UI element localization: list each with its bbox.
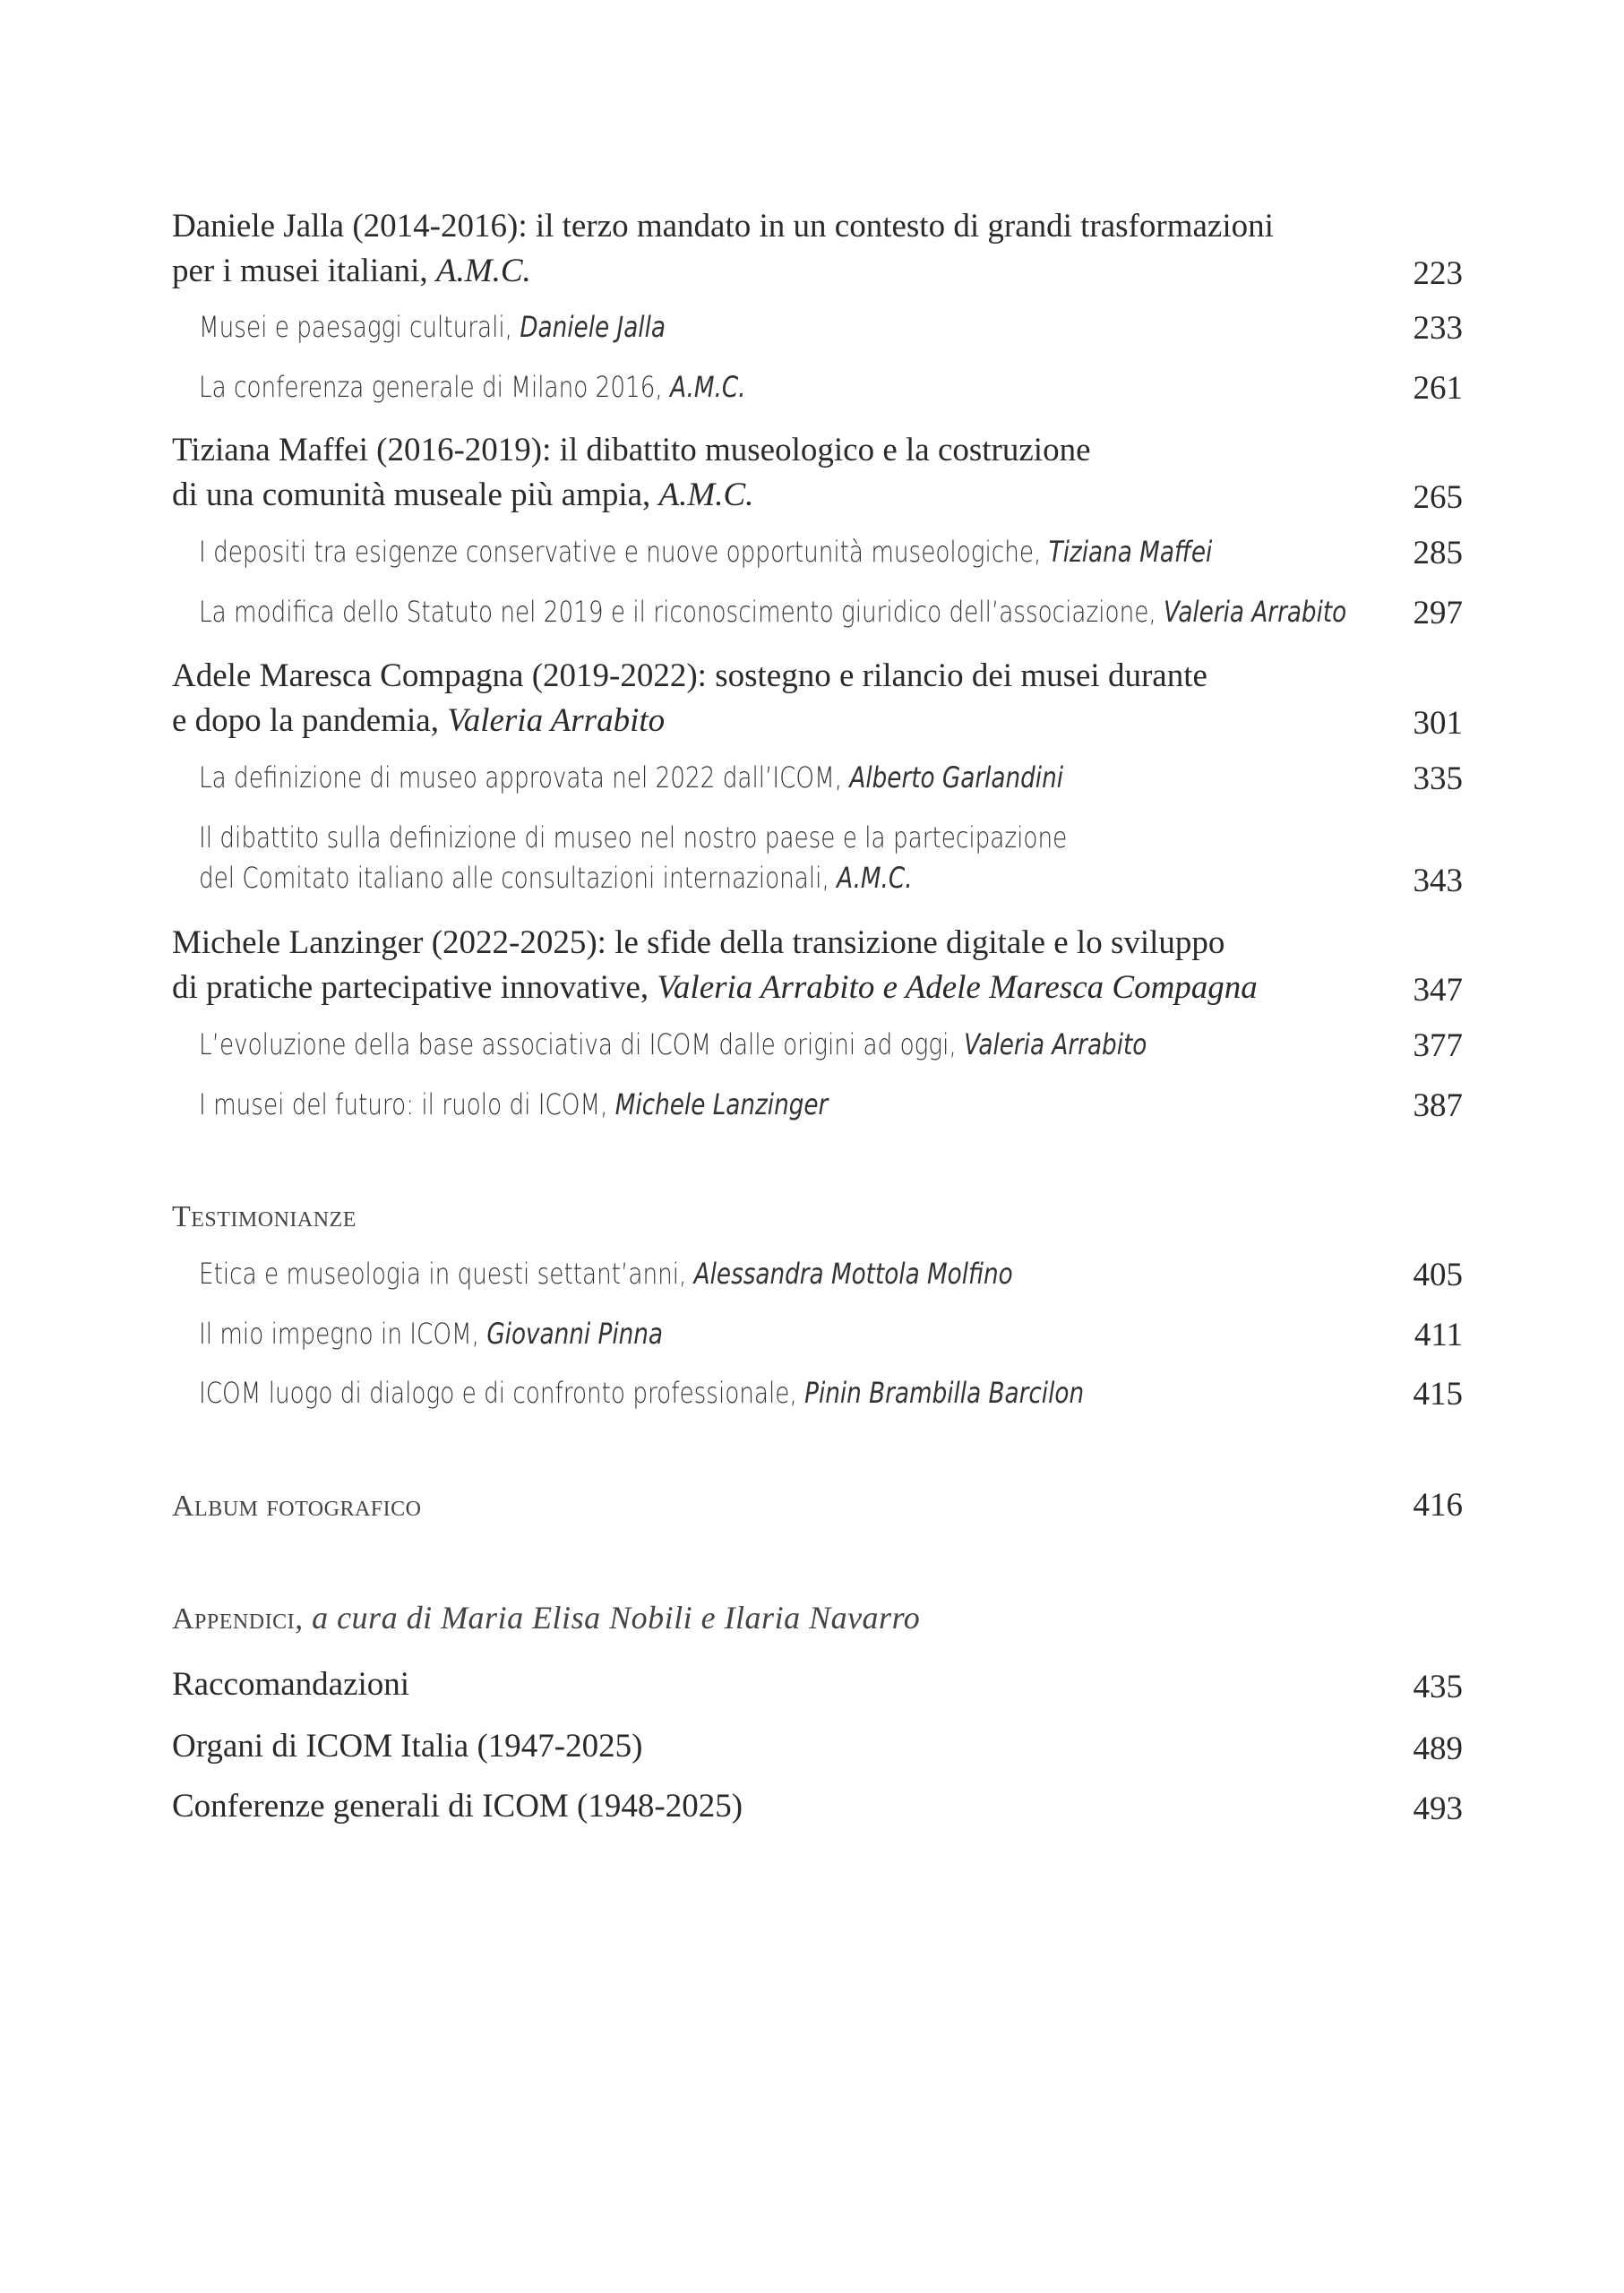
entry-title-line-1: Il dibattito sulla definizione di museo nel nostro paese e la partecipazione xyxy=(199,820,1068,855)
entry-author: Alberto Garlandini xyxy=(849,760,1063,794)
entry-title: I depositi tra esigenze conservative e nuove opportunità museologiche, Tiziana Maffei xyxy=(199,535,1213,569)
entry-title: La definizione di museo approvata nel 2022 dall’ICOM, Alberto Garlandini xyxy=(199,760,1063,794)
entry-title: La conferenza generale di Milano 2016, A.M.C. xyxy=(199,370,746,404)
entry-page-number: 411 xyxy=(1413,1317,1463,1353)
entry-author: Giovanni Pinna xyxy=(486,1317,663,1351)
entry-author: Valeria Arrabito xyxy=(964,1027,1147,1061)
entry-title: I musei del futuro: il ruolo di ICOM, Michele Lanzinger xyxy=(199,1087,829,1121)
entry-title-line-2: e dopo la pandemia, Valeria Arrabito xyxy=(172,702,666,739)
entry-page-number: 489 xyxy=(1413,1730,1463,1767)
entry-title: Musei e paesaggi culturali, Daniele Jalla xyxy=(199,310,666,344)
entry-title: Organi di ICOM Italia (1947-2025) xyxy=(172,1728,643,1765)
entry-page-number: 261 xyxy=(1413,370,1463,407)
entry-author: A.M.C. xyxy=(658,477,754,513)
entry-author: A.M.C. xyxy=(435,253,531,289)
entry-author: Valeria Arrabito e Adele Maresca Compagna xyxy=(657,969,1258,1006)
entry-page-number: 233 xyxy=(1413,310,1463,347)
entry-author: Tiziana Maffei xyxy=(1048,535,1213,569)
entry-page-number: 285 xyxy=(1413,535,1463,571)
entry-page-number: 223 xyxy=(1413,255,1463,292)
entry-author: Michele Lanzinger xyxy=(614,1087,829,1121)
album-page-number: 416 xyxy=(1413,1487,1463,1524)
entry-title: Conferenze generali di ICOM (1948-2025) xyxy=(172,1788,743,1825)
entry-title: La modifica dello Statuto nel 2019 e il riconoscimento giuridico dell’associazione, Valeria Arrabito xyxy=(199,595,1347,629)
entry-title: Raccomandazioni xyxy=(172,1666,410,1703)
entry-author: Daniele Jalla xyxy=(520,310,666,344)
entry-page-number: 297 xyxy=(1413,595,1463,631)
entry-author: Valeria Arrabito xyxy=(447,702,666,739)
entry-title: Il mio impegno in ICOM, Giovanni Pinna xyxy=(199,1317,663,1351)
section-heading-testimonianze: Testimonianze xyxy=(172,1200,357,1233)
entry-title: L’evoluzione della base associativa di ICOM dalle origini ad oggi, Valeria Arrabito xyxy=(199,1027,1147,1061)
entry-title: ICOM luogo di dialogo e di confronto professionale, Pinin Brambilla Barcilon xyxy=(199,1376,1085,1410)
entry-title-line-2: per i musei italiani, A.M.C. xyxy=(172,253,531,289)
entry-author: Valeria Arrabito xyxy=(1164,595,1347,629)
entry-title-line-2: di pratiche partecipative innovative, Valeria Arrabito e Adele Maresca Compagna xyxy=(172,969,1258,1006)
entry-title-line-1: Tiziana Maffei (2016-2019): il dibattito museologico e la costruzione xyxy=(172,432,1091,468)
entry-page-number: 415 xyxy=(1413,1376,1463,1413)
appendici-curator: , a cura di Maria Elisa Nobili e Ilaria Navarro xyxy=(295,1600,921,1636)
entry-page-number: 347 xyxy=(1413,972,1463,1009)
entry-author: Alessandra Mottola Molfino xyxy=(693,1257,1013,1291)
entry-page-number: 335 xyxy=(1413,760,1463,797)
entry-title-line-1: Daniele Jalla (2014-2016): il terzo mandato in un contesto di grandi trasformazioni xyxy=(172,208,1274,245)
entry-page-number: 387 xyxy=(1413,1087,1463,1124)
entry-page-number: 301 xyxy=(1413,705,1463,742)
entry-title-line-2: di una comunità museale più ampia, A.M.C. xyxy=(172,477,754,513)
entry-page-number: 343 xyxy=(1413,863,1463,899)
entry-page-number: 377 xyxy=(1413,1027,1463,1064)
entry-page-number: 265 xyxy=(1413,479,1463,516)
section-heading-album: Album fotografico xyxy=(172,1490,422,1523)
entry-author: A.M.C. xyxy=(670,370,746,404)
entry-title-line-1: Adele Maresca Compagna (2019-2022): sostegno e rilancio dei musei durante xyxy=(172,657,1207,694)
entry-title: Etica e museologia in questi settant’anni, Alessandra Mottola Molfino xyxy=(199,1257,1013,1291)
entry-page-number: 405 xyxy=(1413,1257,1463,1293)
entry-title-line-1: Michele Lanzinger (2022-2025): le sfide della transizione digitale e lo sviluppo xyxy=(172,924,1225,961)
entry-page-number: 493 xyxy=(1413,1791,1463,1827)
entry-page-number: 435 xyxy=(1413,1669,1463,1705)
entry-title-line-2: del Comitato italiano alle consultazioni internazionali, A.M.C. xyxy=(199,861,913,895)
entry-author: A.M.C. xyxy=(837,861,913,895)
section-heading-appendici: Appendici, a cura di Maria Elisa Nobili e Ilaria Navarro xyxy=(172,1600,921,1636)
entry-author: Pinin Brambilla Barcilon xyxy=(804,1376,1085,1410)
